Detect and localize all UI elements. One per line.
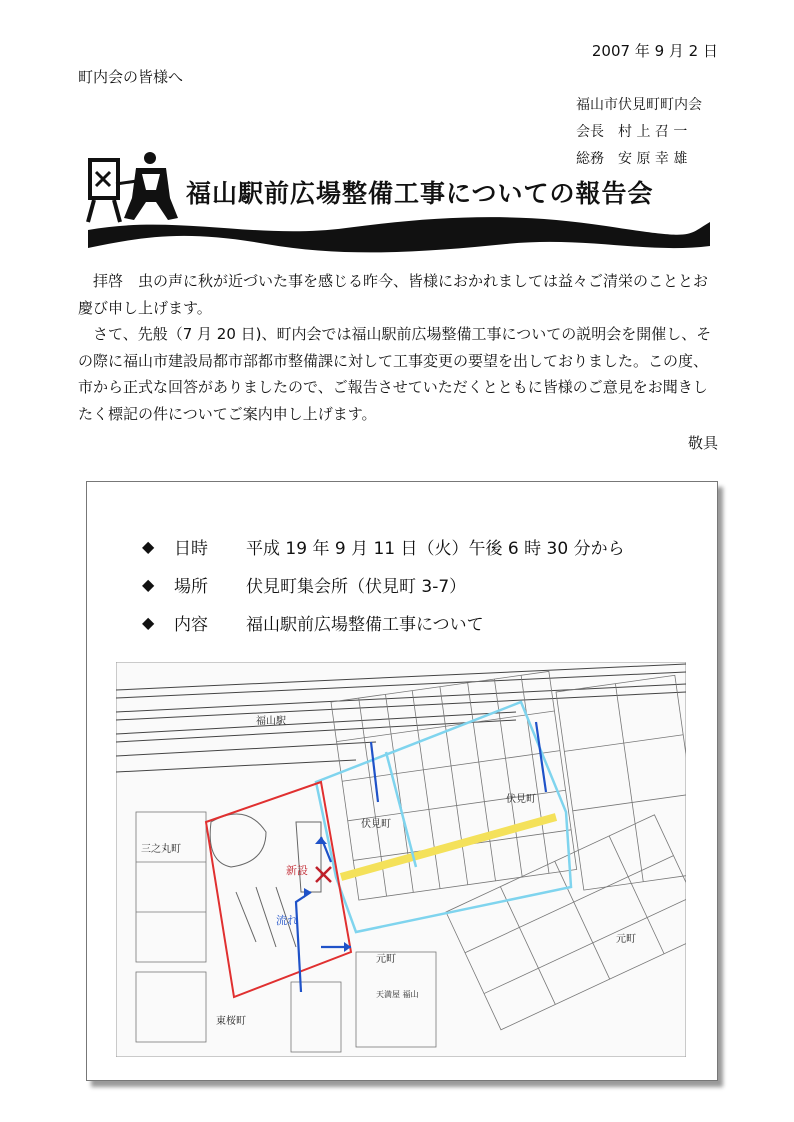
detail-place (142, 572, 466, 597)
diamond-bullet-icon: ◆ (142, 613, 155, 632)
presenter-illustration-icon (88, 152, 178, 222)
map-label-fushimi-2: 伏見町 (506, 794, 536, 805)
paragraph-main: さて、先般（7 月 20 日)、町内会では福山駅前広場整備工事についての説明会を開催し、その際に福山市建設局都市部都市整備課に対して工事変更の要望を出しておりました。この度、市から正式な回答がありましたので、ご報告させていただくとともに皆様のご意見をお聞きしたく標記の件についてご案内申し上げます。 (78, 325, 712, 423)
map-label-flow: 流れ (276, 914, 298, 927)
map-label-motomachi-2: 元町 (616, 934, 636, 945)
sender-admin: 総務 安 原 幸 雄 (576, 151, 688, 167)
sender-chair: 会長 村 上 召 一 (576, 124, 688, 140)
map-label-new-route: 新設 (286, 864, 308, 877)
detail-value: 福山駅前広場整備工事について (246, 615, 484, 635)
map-label-sannomaru: 三之丸町 (141, 844, 181, 855)
detail-label: 日時 (174, 539, 208, 559)
detail-label: 場所 (174, 577, 208, 597)
letter-body (78, 268, 718, 427)
map-label-station: 福山駅 (256, 716, 286, 727)
detail-content (142, 610, 484, 635)
map-label-fushimi: 伏見町 (361, 819, 391, 830)
document-date: 2007 年 9 月 2 日 (591, 42, 718, 60)
map-label-motomachi: 元町 (376, 954, 396, 965)
detail-datetime (142, 534, 625, 559)
wave-band (88, 217, 710, 252)
detail-value: 伏見町集会所（伏見町 3-7） (246, 577, 467, 597)
addressee: 町内会の皆様へ (78, 68, 184, 86)
diamond-bullet-icon: ◆ (142, 537, 155, 556)
closing-word: 敬具 (687, 434, 718, 452)
map-label-tenmaya: 天満屋 福山 (376, 990, 419, 999)
detail-value: 平成 19 年 9 月 11 日（火）午後 6 時 30 分から (246, 539, 625, 559)
area-map (116, 662, 686, 1057)
detail-label: 内容 (174, 615, 208, 635)
document-title: 福山駅前広場整備工事についての報告会 (186, 179, 654, 208)
paragraph-greeting: 拝啓 虫の声に秋が近づいた事を感じる昨今、皆様におかれましては益々ご清栄のこととお慶び申し上げます。 (78, 272, 709, 317)
sender-org: 福山市伏見町町内会 (576, 97, 702, 113)
map-label-higashisakura: 東桜町 (216, 1016, 246, 1027)
meeting-details-box (86, 481, 718, 1081)
diamond-bullet-icon: ◆ (142, 575, 155, 594)
